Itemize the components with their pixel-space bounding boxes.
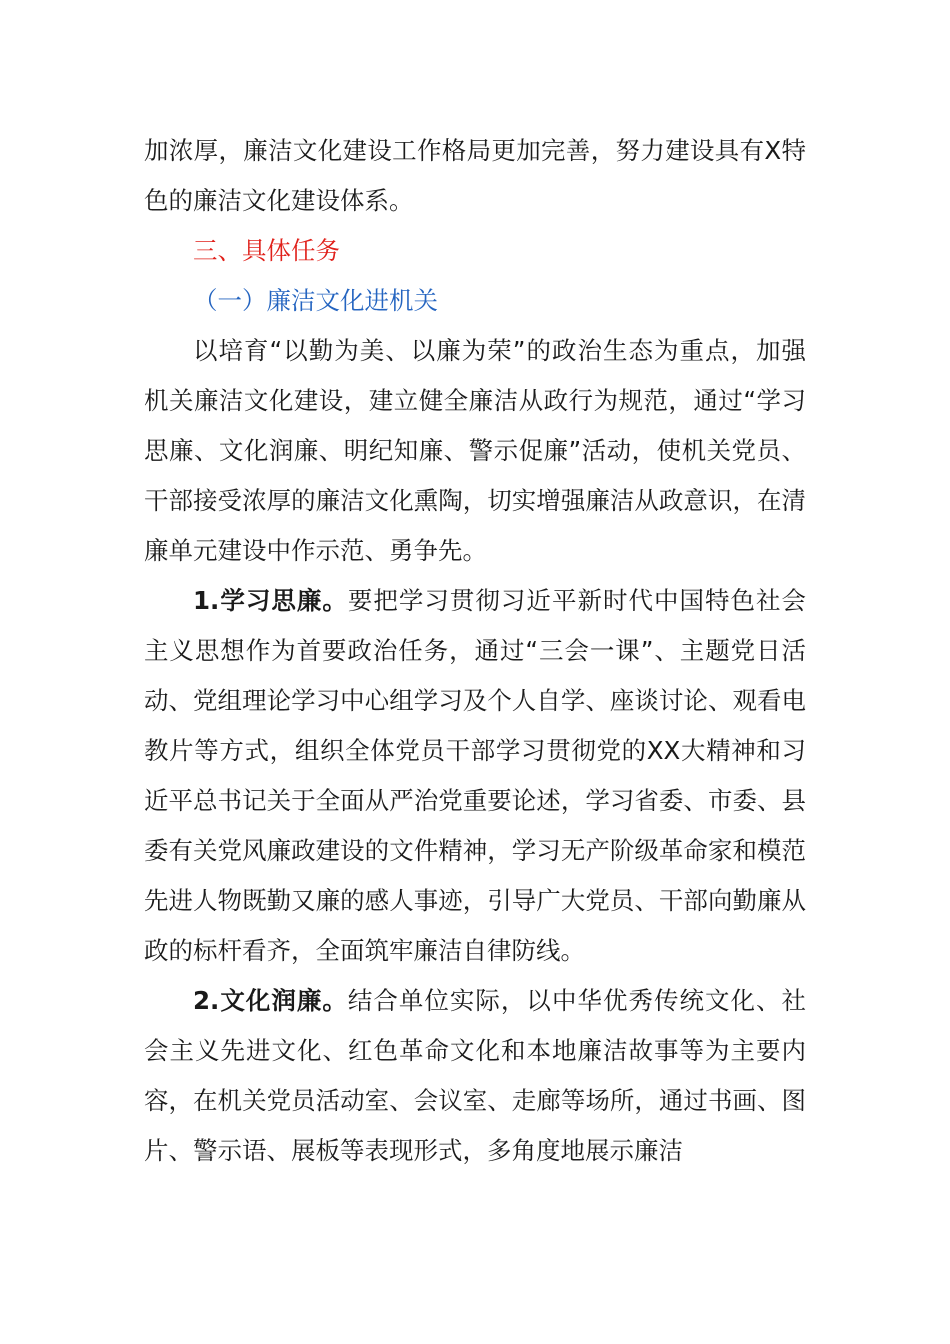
list-item-2-title: 2.文化润廉。 xyxy=(193,986,348,1015)
list-item-2-text: 结合单位实际，以中华优秀传统文化、社会主义先进文化、红色革命文化和本地廉洁故事等为主要内容，在机关党员活动室、会议室、走廊等场所，通过书画、图片、警示语、展板等表现形式，多角度地展示廉洁 xyxy=(144,986,806,1165)
list-item-1-text: 要把学习贯彻习近平新时代中国特色社会主义思想作为首要政治任务，通过“三会一课”、主题党日活动、党组理论学习中心组学习及个人自学、座谈讨论、观看电教片等方式，组织全体党员干部学习贯彻党的XX大精神和习近平总书记关于全面从严治党重要论述，学习省委、市委、县委有关党风廉政建设的文件精神，学习无产阶级革命家和模范先进人物既勤又廉的感人事迹，引导广大党员、干部向勤廉从政的标杆看齐，全面筑牢廉洁自律防线。 xyxy=(144,586,806,965)
paragraph-continuation: 加浓厚，廉洁文化建设工作格局更加完善，努力建设具有X特色的廉洁文化建设体系。 xyxy=(144,136,806,215)
list-item-1 xyxy=(144,576,806,976)
document-body xyxy=(144,126,806,1176)
paragraph-intro: 以培育“以勤为美、以廉为荣”的政治生态为重点，加强机关廉洁文化建设，建立健全廉洁从政行为规范，通过“学习思廉、文化润廉、明纪知廉、警示促廉”活动，使机关党员、干部接受浓厚的廉洁文化熏陶，切实增强廉洁从政意识，在清廉单元建设中作示范、勇争先。 xyxy=(144,336,806,565)
list-item-1-title: 1.学习思廉。 xyxy=(193,586,348,615)
section-heading: 三、具体任务 xyxy=(193,236,340,265)
list-item-2 xyxy=(144,976,806,1176)
subsection-heading: （一）廉洁文化进机关 xyxy=(193,286,438,315)
